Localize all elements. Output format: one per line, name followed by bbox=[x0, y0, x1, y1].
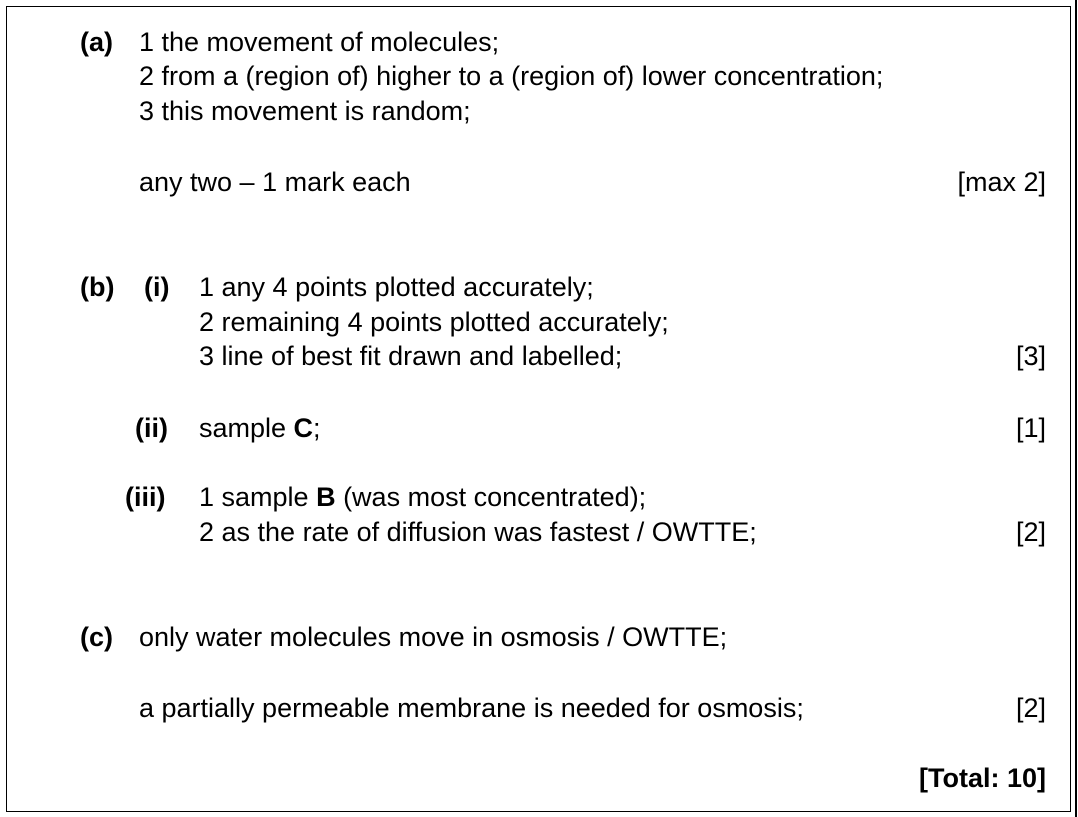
part-b-iii-marks: [2] bbox=[1015, 517, 1046, 547]
part-a-marks: [max 2] bbox=[957, 167, 1046, 197]
part-b-i-point-3: 3 line of best fit drawn and labelled; bbox=[199, 341, 623, 371]
part-b-ii-marks: [1] bbox=[1015, 413, 1046, 443]
part-b-i-point-2: 2 remaining 4 points plotted accurately; bbox=[199, 307, 669, 337]
part-b-iii-line1-pre: 1 sample bbox=[199, 482, 317, 512]
part-a-point-2: 2 from a (region of) higher to a (region of) lower concentration; bbox=[139, 61, 884, 91]
part-c-line-1: only water molecules move in osmosis / OWTTE; bbox=[139, 622, 728, 652]
part-b-ii-sample-letter: C bbox=[293, 413, 314, 443]
part-c-marks: [2] bbox=[1015, 693, 1046, 723]
part-b-i-label: (i) bbox=[144, 272, 170, 302]
part-b-ii-text-post: ; bbox=[313, 413, 321, 443]
part-b-i-marks: [3] bbox=[1015, 341, 1046, 371]
part-b-ii-label: (ii) bbox=[135, 413, 168, 443]
part-a-note: any two – 1 mark each bbox=[139, 167, 411, 197]
part-a-point-3: 3 this movement is random; bbox=[139, 96, 471, 126]
part-b-iii-label: (iii) bbox=[125, 482, 166, 512]
part-a-label: (a) bbox=[80, 27, 113, 57]
part-a-point-1: 1 the movement of molecules; bbox=[139, 27, 500, 57]
part-b-iii-point-1 bbox=[199, 481, 646, 513]
part-b-ii-text-pre: sample bbox=[199, 413, 294, 443]
part-b-iii-point-2: 2 as the rate of diffusion was fastest / OWTTE; bbox=[199, 517, 757, 547]
part-b-ii-text bbox=[199, 412, 321, 444]
part-c-label: (c) bbox=[80, 622, 113, 652]
total-marks: [Total: 10] bbox=[919, 763, 1046, 793]
part-b-iii-line1-post: (was most concentrated); bbox=[335, 482, 647, 512]
part-c-line-2: a partially permeable membrane is needed for osmosis; bbox=[139, 693, 804, 723]
part-b-iii-sample-letter: B bbox=[316, 482, 336, 512]
part-b-i-point-1: 1 any 4 points plotted accurately; bbox=[199, 272, 594, 302]
page-edge-line bbox=[1075, 0, 1077, 817]
part-b-label: (b) bbox=[80, 272, 115, 302]
